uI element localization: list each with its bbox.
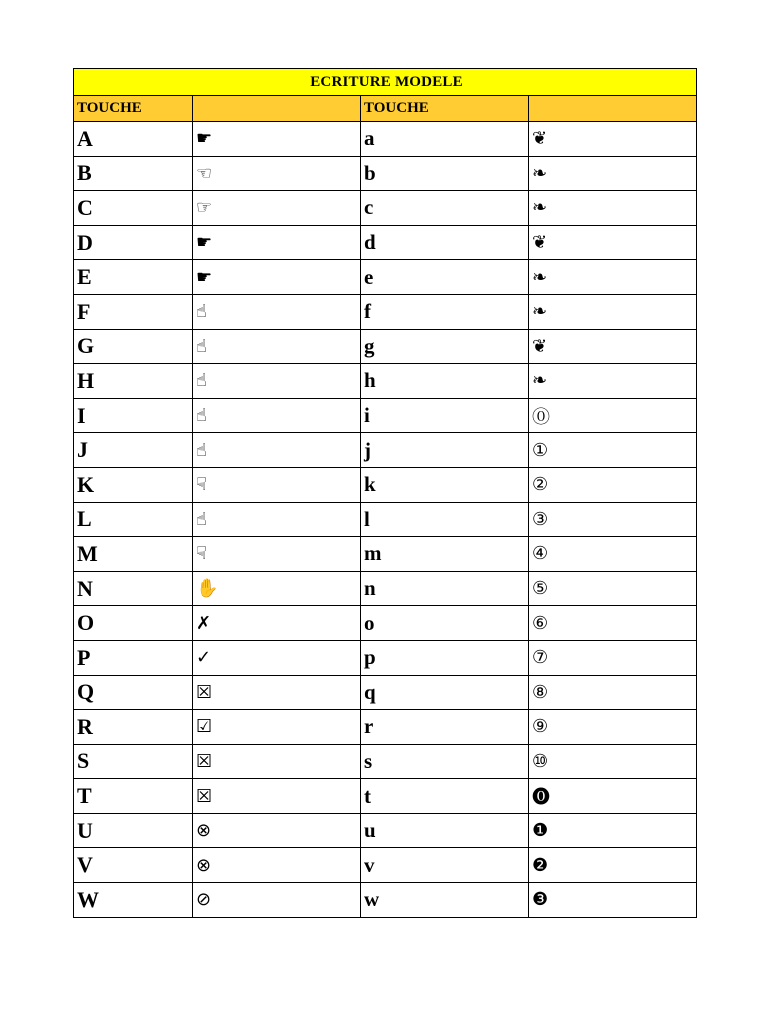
upper-key-cell: A xyxy=(74,122,193,157)
upper-key-cell: H xyxy=(74,364,193,399)
lower-symbol-cell: ❶ xyxy=(529,813,697,848)
lower-key-cell: w xyxy=(361,883,529,918)
lower-symbol-cell: ❧ xyxy=(529,191,697,226)
table-row xyxy=(74,329,697,364)
lower-symbol-cell: ❧ xyxy=(529,364,697,399)
lower-symbol-cell: ⓪ xyxy=(529,398,697,433)
lower-symbol-cell: ④ xyxy=(529,537,697,572)
header-blank-2 xyxy=(529,96,697,122)
lower-key-cell: t xyxy=(361,779,529,814)
lower-key-cell: m xyxy=(361,537,529,572)
lower-symbol-cell: ❧ xyxy=(529,260,697,295)
lower-key-cell: u xyxy=(361,813,529,848)
upper-key-cell: B xyxy=(74,156,193,191)
upper-symbol-cell: ✓ xyxy=(193,640,361,675)
lower-key-cell: p xyxy=(361,640,529,675)
table-row xyxy=(74,675,697,710)
table-row xyxy=(74,502,697,537)
table-row xyxy=(74,467,697,502)
table-row xyxy=(74,122,697,157)
lower-key-cell: s xyxy=(361,744,529,779)
upper-symbol-cell: ☝ xyxy=(193,329,361,364)
upper-symbol-cell: ✋ xyxy=(193,571,361,606)
lower-key-cell: o xyxy=(361,606,529,641)
upper-symbol-cell: ☜ xyxy=(193,156,361,191)
table-row xyxy=(74,883,697,918)
upper-symbol-cell: ⊗ xyxy=(193,848,361,883)
table-row xyxy=(74,571,697,606)
lower-symbol-cell: ① xyxy=(529,433,697,468)
upper-symbol-cell: ⊘ xyxy=(193,883,361,918)
upper-key-cell: T xyxy=(74,779,193,814)
upper-key-cell: D xyxy=(74,225,193,260)
upper-key-cell: J xyxy=(74,433,193,468)
upper-symbol-cell: ☝ xyxy=(193,294,361,329)
upper-key-cell: O xyxy=(74,606,193,641)
lower-symbol-cell: ⑨ xyxy=(529,710,697,745)
upper-symbol-cell: ☛ xyxy=(193,225,361,260)
lower-key-cell: i xyxy=(361,398,529,433)
upper-symbol-cell: ☛ xyxy=(193,260,361,295)
header-row xyxy=(74,96,697,122)
upper-key-cell: M xyxy=(74,537,193,572)
lower-symbol-cell: ⑧ xyxy=(529,675,697,710)
lower-key-cell: e xyxy=(361,260,529,295)
upper-symbol-cell: ☑ xyxy=(193,710,361,745)
lower-key-cell: k xyxy=(361,467,529,502)
table-row xyxy=(74,606,697,641)
upper-symbol-cell: ☟ xyxy=(193,467,361,502)
upper-key-cell: U xyxy=(74,813,193,848)
upper-symbol-cell: ☝ xyxy=(193,433,361,468)
upper-key-cell: I xyxy=(74,398,193,433)
upper-key-cell: Q xyxy=(74,675,193,710)
upper-symbol-cell: ⊗ xyxy=(193,813,361,848)
table-row xyxy=(74,294,697,329)
lower-symbol-cell: ❷ xyxy=(529,848,697,883)
lower-key-cell: n xyxy=(361,571,529,606)
upper-symbol-cell: ☒ xyxy=(193,779,361,814)
upper-symbol-cell: ☝ xyxy=(193,364,361,399)
lower-symbol-cell: ⑩ xyxy=(529,744,697,779)
upper-symbol-cell: ☝ xyxy=(193,502,361,537)
upper-symbol-cell: ☟ xyxy=(193,537,361,572)
table-row xyxy=(74,156,697,191)
lower-symbol-cell: ③ xyxy=(529,502,697,537)
lower-key-cell: q xyxy=(361,675,529,710)
table-row xyxy=(74,640,697,675)
upper-symbol-cell: ☛ xyxy=(193,122,361,157)
upper-symbol-cell: ☒ xyxy=(193,675,361,710)
table-row xyxy=(74,433,697,468)
table-row xyxy=(74,364,697,399)
lower-symbol-cell: ② xyxy=(529,467,697,502)
upper-symbol-cell: ☝ xyxy=(193,398,361,433)
upper-key-cell: W xyxy=(74,883,193,918)
lower-key-cell: d xyxy=(361,225,529,260)
table-title: ECRITURE MODELE xyxy=(74,69,697,96)
upper-key-cell: E xyxy=(74,260,193,295)
table-row xyxy=(74,191,697,226)
upper-key-cell: R xyxy=(74,710,193,745)
upper-symbol-cell: ☞ xyxy=(193,191,361,226)
lower-key-cell: b xyxy=(361,156,529,191)
upper-key-cell: N xyxy=(74,571,193,606)
lower-key-cell: v xyxy=(361,848,529,883)
lower-key-cell: a xyxy=(361,122,529,157)
upper-key-cell: K xyxy=(74,467,193,502)
table-row xyxy=(74,848,697,883)
lower-key-cell: j xyxy=(361,433,529,468)
lower-symbol-cell: ❦ xyxy=(529,329,697,364)
lower-key-cell: g xyxy=(361,329,529,364)
lower-symbol-cell: ❧ xyxy=(529,294,697,329)
lower-symbol-cell: ❦ xyxy=(529,225,697,260)
header-blank-1 xyxy=(193,96,361,122)
upper-symbol-cell: ☒ xyxy=(193,744,361,779)
table-row xyxy=(74,398,697,433)
lower-key-cell: h xyxy=(361,364,529,399)
table-row xyxy=(74,744,697,779)
upper-key-cell: V xyxy=(74,848,193,883)
lower-key-cell: c xyxy=(361,191,529,226)
lower-key-cell: f xyxy=(361,294,529,329)
table-row xyxy=(74,260,697,295)
lower-symbol-cell: ⑦ xyxy=(529,640,697,675)
upper-key-cell: S xyxy=(74,744,193,779)
mapping-table xyxy=(73,68,697,918)
lower-symbol-cell: ⑤ xyxy=(529,571,697,606)
lower-symbol-cell: ❸ xyxy=(529,883,697,918)
upper-key-cell: L xyxy=(74,502,193,537)
lower-symbol-cell: ⓿ xyxy=(529,779,697,814)
table-row xyxy=(74,813,697,848)
upper-key-cell: P xyxy=(74,640,193,675)
header-touche-1: TOUCHE xyxy=(74,96,193,122)
table-row xyxy=(74,779,697,814)
upper-key-cell: G xyxy=(74,329,193,364)
lower-key-cell: l xyxy=(361,502,529,537)
upper-key-cell: F xyxy=(74,294,193,329)
header-touche-2: TOUCHE xyxy=(361,96,529,122)
lower-symbol-cell: ❦ xyxy=(529,122,697,157)
table-row xyxy=(74,225,697,260)
upper-key-cell: C xyxy=(74,191,193,226)
lower-symbol-cell: ❧ xyxy=(529,156,697,191)
lower-symbol-cell: ⑥ xyxy=(529,606,697,641)
table-row xyxy=(74,710,697,745)
upper-symbol-cell: ✗ xyxy=(193,606,361,641)
lower-key-cell: r xyxy=(361,710,529,745)
table-row xyxy=(74,537,697,572)
